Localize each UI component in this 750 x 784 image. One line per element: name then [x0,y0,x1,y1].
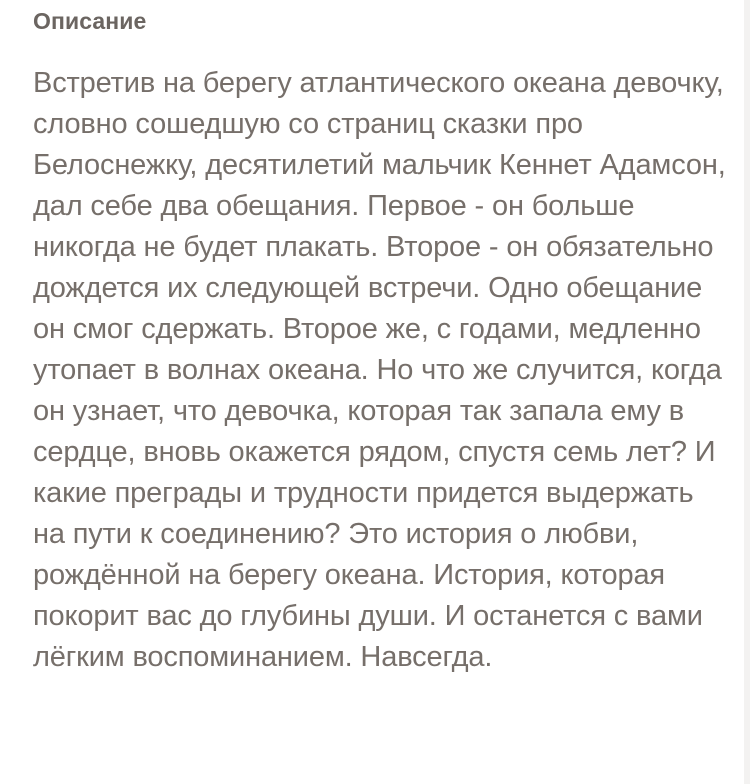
section-title: Описание [33,8,147,34]
description-text: Встретив на берегу атлантического океана девочку, словно сошедшую со страниц сказки про Белоснежку, десятилетий мальчик Кеннет Адамсон, дал себе два обещания. Первое - он больше никогда не будет плакать. Второе - он обязательно дождется их следующей встречи. Одно обещание он смог сдержать. Второе же, с годами, медленно утопает в волнах океана. Но что же случится, когда он узнает, что девочка, которая так запала ему в сердце, вновь окажется рядом, спустя семь лет? И какие преграды и трудности придется выдержать на пути к соединению? Это история о любви, рождённой на берегу океана. История, которая покорит вас до глубины души. И останется с вами лёгким воспоминанием. Навсегда. [33,67,726,673]
right-edge-strip [744,0,750,784]
